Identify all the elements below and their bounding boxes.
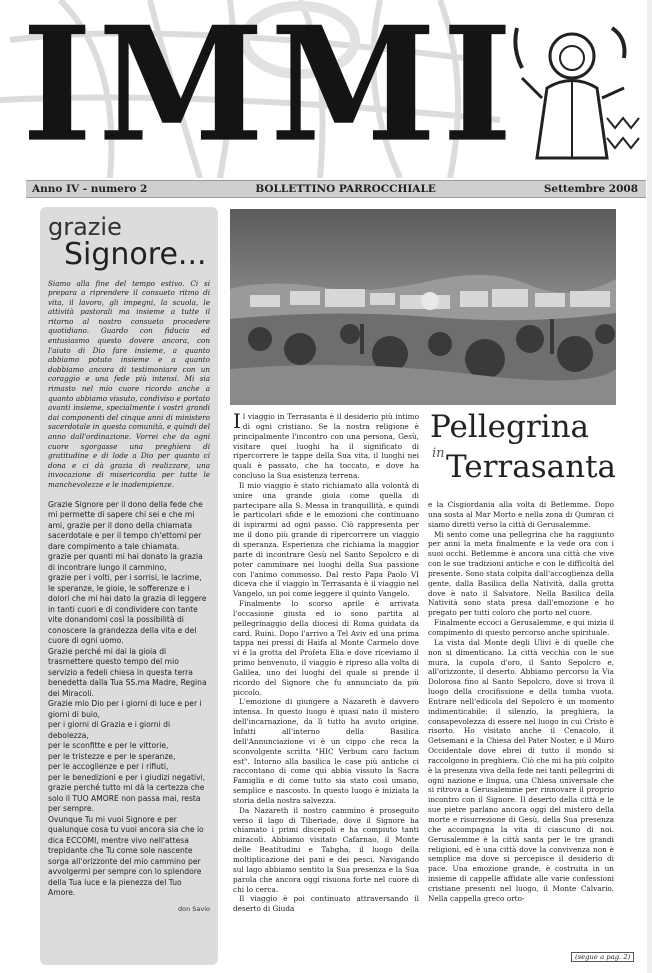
article-paragraph: L'emozione di giungere a Nazareth è davvero intensa. In questo luogo è quasi nato il mistero dell'incarnazione, da lì tutto ha avuto origine. Infatti all'interno della Basilica dell'Annunciazione vi è un cippo che reca la sconvolgente scritta "HIC Verbum caro factum est". Intorno alla basilica le case più antiche ci raccontano di come qui abbia vissuto la Sacra Famiglia e di come tutto sia stato così umano, semplice e nascosto. In questo luogo è iniziata la storia della nostra salvezza. bbox=[233, 697, 419, 805]
sidebar-title-line2: Signore... bbox=[64, 237, 207, 272]
sidebar-intro: Siamo alla fine del tempo estivo. Ci si prepara a riprendere il consueto ritmo di vita, il lavoro, gli impegni, la scuola, le attività pastorali ma insieme a tutte il ritorno al nostro consueto procedere quotidiano. Guardo con fiducia ed entusiasmo questo dovere ancora, con l'aiuto di Dio fare insieme, a quanto abbiamo potuto insieme e a quanto dobbiamo ancora di testimoniare con un coraggio e una fede più intensi. Mi sia rimasto nel mio cuore ricordo anche a quanto abbiamo vissuto, condiviso e portato avanti insieme, specialmente i vostri grandi dai componenti del cinque anni di ministero sacerdotale in questa comunità, e quindi del anno dall'ordinazione. Vorrei che da ogni cuore sgorgasse una preghiera di gratitudine e di lode a Dio per quanto ci dona e ci dà grazia di realizzare, una invocazione di misericordia per tutte le manchevolezze e le inadempienze. bbox=[48, 278, 210, 489]
issue-info-bar bbox=[26, 180, 646, 198]
article-paragraph: Da Nazareth il nostro cammino è proseguito verso il lago di Tiberiade, dove il Signore ha chiamato i primi discepoli e ha compiuto tanti miracoli. Abbiamo visitato Cafarnao, il Monte delle Beatitudini e Tabgha, il luogo della moltiplicazione dei pani e dei pesci. Navigando sul lago abbiamo sentito la Sua presenza e la Sua parola che ancora oggi risuona forte nel cuore di chi lo cerca. bbox=[233, 805, 419, 894]
article-column-2 bbox=[428, 500, 614, 970]
prayer-paragraph: Grazie mio Dio per i giorni di luce e per i giorni di buio, bbox=[48, 699, 202, 719]
prayer-paragraph: grazie per i volti, per i sorrisi, le lacrime, le speranze, le gioie, le sofferenze e i dolori che mi hai dato la grazia di leggere in tanti cuori e di condividere con tante vite donandomi così la possibilità di conoscere la grandezza della vita e del cuore di ogni uomo. bbox=[48, 573, 207, 646]
issue-date: Settembre 2008 bbox=[543, 183, 638, 195]
continued-on-page-link[interactable]: (segue a pag. 2) bbox=[571, 952, 634, 962]
prayer-paragraph: per le sconfitte e per le vittorie, bbox=[48, 741, 169, 751]
page-edge-divider bbox=[647, 0, 652, 973]
masthead bbox=[0, 0, 652, 178]
sidebar-title-line1: grazie bbox=[48, 213, 122, 241]
prayer-paragraph: Ovunque Tu mi vuoi Signore e per qualunque cosa tu vuoi ancora sia che io dica ECCOMI, mentre vivo nell'attesa trepidante che Tu come sole nascente sorga all'orizzonte del mio cammino per avvolgermi per sempre con lo splendore della Tua luce e la pienezza del Tuo Amore. bbox=[48, 814, 204, 898]
article-paragraph: Il viaggio in Terrasanta è il desiderio più intimo di ogni cristiano. Se la nostra religione è principalmente l'incontro con una persona, Gesù, visitare quei luoghi ha il significato di ripercorrere le tappe della Sua vita, il luoghi nei quali è passato, che ha toccato, e dove ha concluso la Sua esistenza terrena. bbox=[233, 412, 419, 481]
saint-figure-icon bbox=[512, 18, 647, 168]
article-column-1 bbox=[233, 412, 419, 972]
prayer-paragraph: per le tristezze e per le speranze, bbox=[48, 751, 176, 761]
sidebar-signature: don Savio bbox=[177, 904, 210, 913]
article-paragraph: La vista dal Monte degli Ulivi è di quelle che non si dimenticano. La città vecchia con le sue mura, la cupola d'oro, il Santo Sepolcro e, all'orizzonte, il deserto. Abbiamo percorso la Via Dolorosa fino al Santo Sepolcro, dove si trova il luogo della crocifissione e della tomba vuota. Entrare nell'edicola del Sepolcro è un momento indimenticabile: il silenzio, la preghiera, la consapevolezza di essere nel luogo in cui Cristo è risorto. Ho visitato anche il Cenacolo, il Getsemani e la Chiesa del Pater Noster, e il Muro Occidentale dove ebrei di tutto il mondo si raccolgono in preghiera. Ciò che mi ha più colpito è la presenza viva della fede nei tanti pellegrini di ogni nazione e lingua, una Chiesa universale che si ritrova a Gerusalemme per rinnovare il proprio incontro con il Signore. Il deserto della città e le sue pietre parlano ancora oggi del mistero della morte e risurrezione di Gesù, della Sua presenza che accompagna la vita di ciascuno di noi. Gerusalemme è la città santa per le tre grandi religioni, ed è una città dove la convivenza non è semplice ma dove si percepisce il desiderio di pace. Una emozione grande, è costruita in un insieme di cappelle affidate alle varie confessioni cristiane presenti nel luogo, il Monte Calvario. Nella cappella greco orto- bbox=[428, 637, 614, 903]
article-heading-in: in bbox=[432, 446, 445, 461]
jerusalem-panorama-photo bbox=[230, 209, 616, 405]
prayer-paragraph: per i giorni di Grazia e i giorni di debolezza, bbox=[48, 720, 171, 740]
prayer-paragraph: grazie per quanti mi hai donato la grazia di incontrare lungo il cammino, bbox=[48, 552, 203, 572]
prayer-paragraph: per le accoglienze e per i rifiuti, bbox=[48, 762, 169, 772]
prayer-text bbox=[48, 500, 210, 899]
article-paragraph: Il mio viaggio è stato richiamato alla volontà di unire una grande gioia come quella di partecipare alla S. Messa in tranquillità, e quindi le particolari sfide e le emozioni che continuano di ispirarmi ad ogni passo. Ciò rappresenta per me il dono più grande di ripercorrere un viaggio di speranza. Esperienza che richiama la maggior parte di incontrare Gesù nel Santo Sepolcro e di poter camminare nei luoghi della Sua passione con l'animo commosso. Dal resto Papa Paolo VI diceva che il viaggio in Terrasanta è il viaggio nel Vangelo, un poi come leggere il quinto Vangelo. bbox=[233, 480, 419, 599]
article-heading-line2: Terrasanta bbox=[446, 449, 617, 485]
prayer-paragraph: Grazie perché mi dai la gioia di trasmettere questo tempo del mio servizio a fedeli chiesa in questa terra benedetta dalla Tua SS.ma Madre, Regina dei Miracoli. bbox=[48, 646, 207, 698]
issue-number: Anno IV - numero 2 bbox=[32, 183, 148, 195]
article-paragraph: e la Cisgiordania alla volta di Betlemme. Dopo una sosta al Mar Morto e nella zona di Qumran ci siamo diretti verso la città di Gerusalemme. bbox=[428, 500, 614, 529]
prayer-paragraph: per le benedizioni e per i giudizi negativi, grazie perché tutto mi dà la certezza che solo il TUO AMORE non passa mai, resta per sempre. bbox=[48, 772, 206, 814]
article-heading-line1: Pellegrina bbox=[430, 409, 590, 445]
article-paragraph: Finalmente lo scorso aprile è arrivata l'occasione giusta ed io sono partita al pellegrinaggio della diocesi di Roma guidata da card. Ruini. Dopo l'arrivo a Tel Aviv ed una prima tappa nei pressi di Haifa al Monte Carmelo dove vi è la grotta del Profeta Elia e dove riceviamo il primo benvenuto, il viaggio è ripreso alla volta di Galilea, uno dei luoghi del quale si prende il ricordo del Signore che fu annunciato da più piccolo. bbox=[233, 599, 419, 697]
article-paragraph: Finalmente eccoci a Gerusalemme, e qui inizia il compimento di questo percorso anche spirituale. bbox=[428, 618, 614, 637]
prayer-sidebar bbox=[40, 207, 218, 965]
prayer-paragraph: Grazie Signore per il dono della fede che mi permette di sapere chi sei e che mi ami, grazie per il dono della chiamata sacerdotale e per il tempo ch'ettomi per dare compimento a tale chiamata. bbox=[48, 499, 203, 551]
publication-name: BOLLETTINO PARROCCHIALE bbox=[255, 183, 436, 195]
article-dropcap: I bbox=[233, 412, 241, 433]
article-paragraph: Mi sento come una pellegrina che ha raggiunto per anni la meta finalmente e la vede ora con i suoi occhi. Betlemme è ancora una città che vive con le sue tradizioni antiche e con le difficoltà del presente. Sono stata colpita dall'accoglienza della gente, dalla Basilica della Natività, dalla grotta dove è nato il Salvatore. Nella Basilica della Natività sono stata presa dall'emozione e ho pregato per tutti coloro che porto nel cuore. bbox=[428, 529, 614, 618]
masthead-title: IMMI bbox=[22, 0, 519, 178]
article-paragraph: Il viaggio è poi continuato attraversando il deserto di Giuda bbox=[233, 894, 419, 914]
